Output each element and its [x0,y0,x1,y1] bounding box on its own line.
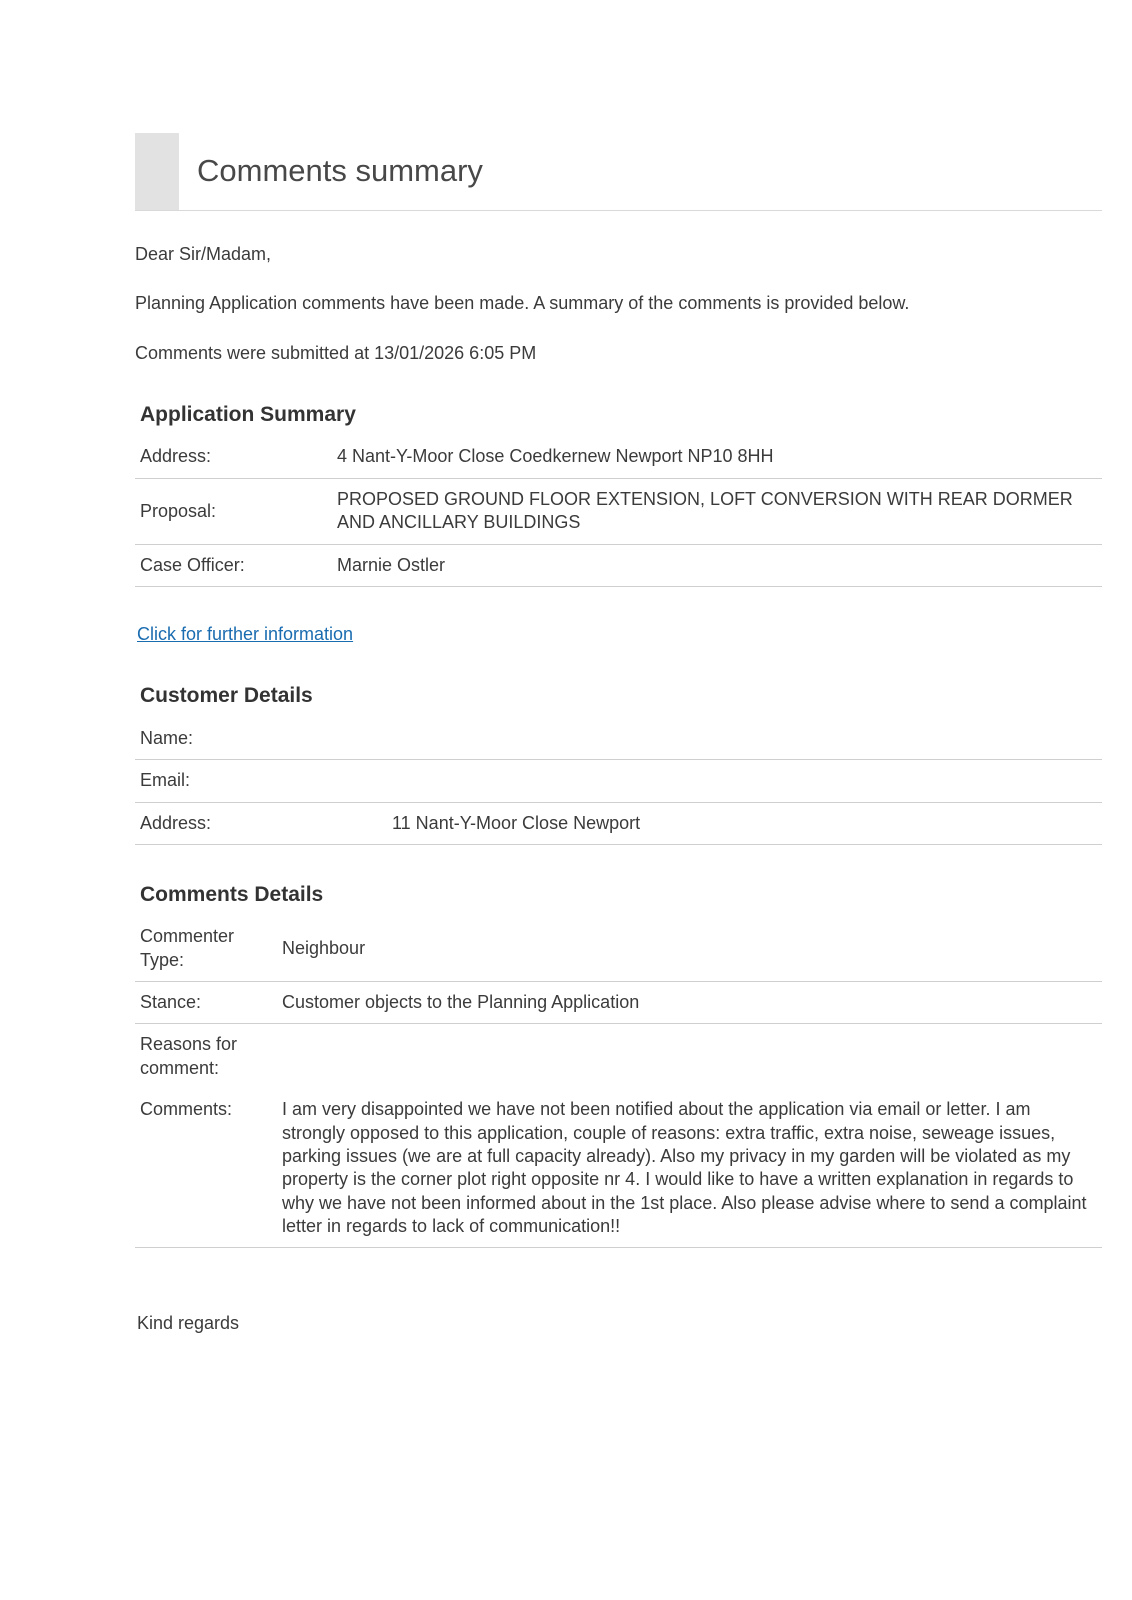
row-value: Customer objects to the Planning Application [282,991,640,1012]
table-row [135,1024,1102,1089]
table-row [135,916,1102,982]
row-label: Comments: [140,1099,233,1120]
row-value: 4 Nant-Y-Moor Close Coedkernew Newport NP10 8HH [337,446,774,467]
row-value: PROPOSED GROUND FLOOR EXTENSION, LOFT CONVERSION WITH REAR DORMER AND ANCILLARY BUILDINGS [337,488,1073,533]
row-label: Name: [140,727,194,748]
row-label: Email: [140,770,191,791]
row-label: Commenter Type: [140,926,235,970]
comments-details-table [135,916,1102,1248]
row-label: Address: [140,812,212,833]
table-row [135,436,1102,478]
customer-details-table [135,718,1102,845]
row-label: Case Officer: [140,554,245,575]
table-row [135,718,1102,760]
further-information-link[interactable]: Click for further information [137,624,354,645]
customer-details-heading: Customer Details [140,684,313,708]
application-summary-table [135,436,1102,587]
page-header [135,133,1102,211]
row-label: Address: [140,446,212,467]
table-row [135,479,1102,545]
row-value: 11 Nant-Y-Moor Close Newport [392,812,641,833]
table-row [135,545,1102,587]
application-summary-heading: Application Summary [140,403,356,427]
header-accent-square [135,133,179,210]
table-row [135,1089,1102,1248]
salutation-text: Dear Sir/Madam, [135,244,272,264]
email-body [135,133,1102,1336]
table-row [135,982,1102,1024]
row-label: Proposal: [140,500,217,521]
table-row [135,760,1102,802]
row-value: Neighbour [282,937,366,958]
page-title: Comments summary [197,153,483,189]
row-label: Reasons for comment: [140,1034,238,1078]
submitted-timestamp-text: Comments were submitted at 13/01/2026 6:05 PM [135,342,537,363]
row-value: I am very disappointed we have not been notified about the application via email or letter. I am strongly opposed to this application, couple of reasons: extra traffic, extra noise, seweage issues, parking issues (we are at full capacity already). Also my privacy in my garden will be violated as my property is the corner plot right opposite nr 4. I would like to have a written explanation in regards to why we have not been informed about in the 1st place. Also please advise where to send a complaint letter in regards to lack of communication!! [282,1099,1087,1237]
comments-details-heading: Comments Details [140,882,324,906]
row-value: Marnie Ostler [337,554,446,575]
intro-paragraph: Planning Application comments have been made. A summary of the comments is provided below. [135,293,910,314]
table-row [135,803,1102,845]
closing-text: Kind regards [137,1313,240,1334]
row-label: Stance: [140,991,202,1012]
